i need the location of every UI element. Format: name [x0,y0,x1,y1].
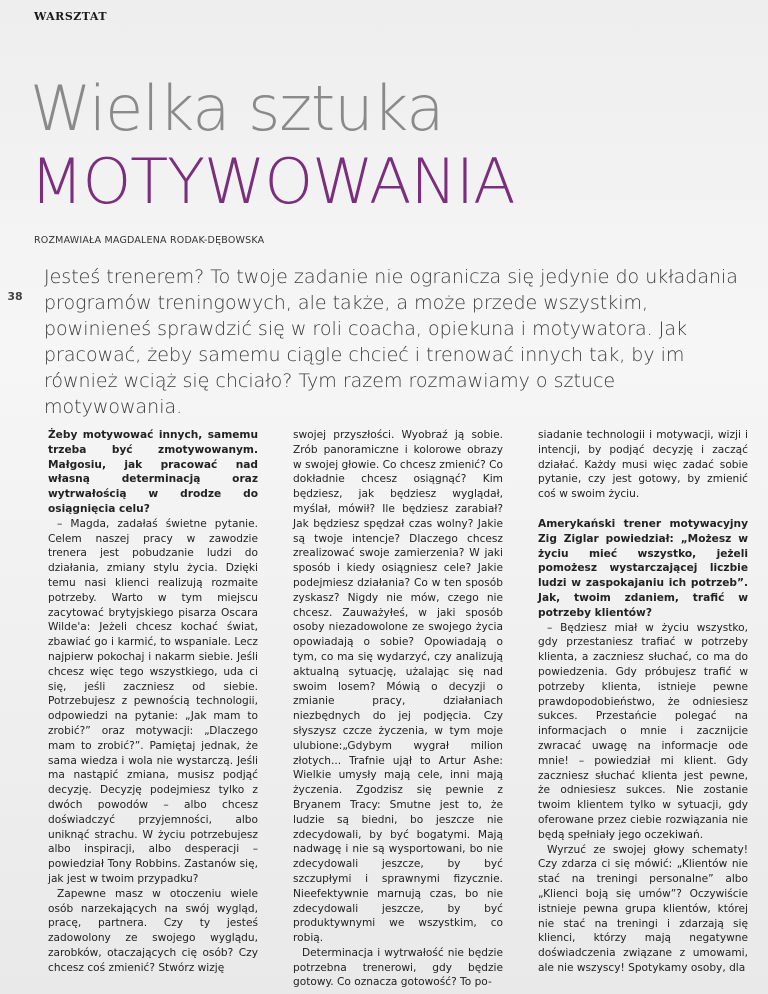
column-3 [538,428,748,990]
answer-paragraph: – Magda, zadałaś świetne pytanie. Celem naszej pracy w zawodzie trenera jest pobudzanie ludzi do działania, zmiany stylu życia. Dzięki temu nasi klienci realizują rozmaite potrzeby. Warto w tym miejscu zacytować brytyjskiego pisarza Oscara Wilde'a: Jeżeli chcesz kochać świat, zbawiać go i karmić, to wspaniale. Lecz najpierw pokochaj i nakarm siebie. Jeśli chcesz więc tego wszystkiego, uda ci się, jeśli zaczniesz od siebie. Potrzebujesz z pewnością technologii, odpowiedzi na pytanie: „Jak mam to zrobić?” oraz motywacji: „Dlaczego mam to zrobić?”. Pamiętaj jednak, że sama wiedza i wola nie wystarczą. Jeśli ma nastąpić zmiana, musisz podjąć decyzję. Decyzję podejmiesz tylko z dwóch powodów – albo chcesz doświadczyć przyjemności, albo uniknąć strachu. W życiu potrzebujesz albo inspiracji, albo desperacji – powiedział Tony Robbins. Zastanów się, jak jest w twoim przypadku? [48,517,258,885]
column-1 [48,428,258,990]
page-number: 38 [7,290,23,303]
interview-question: Amerykański trener motywacyjny Zig Ziglar powiedział: „Możesz w życiu mieć wszystko, jeżeli pomożesz wystarczającej liczbie ludzi w zaspokajaniu ich potrzeb”. Jak, twoim zdaniem, trafić w potrzeby klientów? [538,517,748,619]
article-columns [48,428,748,990]
interview-question: Żeby motywować innych, samemu trzeba być zmotywowanym. Małgosiu, jak pracować nad własną determinacją oraz wytrwałością w drodze do osiągnięcia celu? [48,429,258,515]
answer-paragraph: – Będziesz miał w życiu wszystko, gdy przestaniesz trafiać w potrzeby klienta, a zaczniesz słuchać, co ma do powiedzenia. Gdy próbujesz trafić w potrzeby klienta, istnieje pewne prawdopodobieństwo, że odniesiesz sukces. Przestańcie polegać na informacjach o mnie i zacznijcie zwracać uwagę na informacje ode mnie! – powiedział mi klient. Gdy zaczniesz słuchać klienta jest pewne, że odniesiesz sukces. Nie zostanie twoim klientem tylko w sytuacji, gdy oferowane przez ciebie rozwiązania nie będą spełniały jego oczekiwań. [538,621,748,841]
title-line-1: Wielka sztuka [30,72,444,145]
column-2 [293,428,503,990]
answer-paragraph: Wyrzuć ze swojej głowy schematy! Czy zdarza ci się mówić: „Klientów nie stać na treningi personalne” albo „Klienci boją się umów”? Oczywiście istnieje pewna grupa klientów, której nie stać na treningi i zdarzają się klienci, którzy mają negatywne doświadczenia związane z umowami, ale nie wszyscy! Spotykamy osoby, dla [538,843,748,974]
section-label: WARSZTAT [34,10,108,23]
answer-paragraph: swojej przyszłości. Wyobraź ją sobie. Zrób panoramiczne i kolorowe obrazy w swojej głowie. Co chcesz zmienić? Co dokładnie chcesz osiągnąć? Kim będziesz, jak będziesz wyglądał, myślał, mówił? Ile będziesz zarabiał? Jak będziesz spędzał czas wolny? Jakie są twoje intencje? Dlaczego chcesz zrealizować swoje zamierzenia? W jaki sposób i kiedy osiągniesz cele? Jakie podejmiesz działania? Co w ten sposób zyskasz? Nigdy nie mów, czego nie chcesz. Zauważyłeś, w jaki sposób osoby niezadowolone ze swojego życia opowiadają o sobie? Opowiadają o tym, co ma się wydarzyć, czy analizują aktualną sytuację, użalając się nad swoim losem? Mówią o decyzji o zmianie pracy, działaniach niezbędnych do jej podjęcia. Czy słyszysz czcze życzenia, w tym moje ulubione:„Gdybym wygrał milion złotych... Trafnie ujął to Artur Ashe: Wielkie umysły mają cele, inni mają życzenia. Zgodzisz się pewnie z Bryanem Tracy: Smutne jest to, że ludzie są biedni, bo jeszcze nie zdecydowali, by być bogatymi. Mają nadwagę i nie są wysportowani, bo nie zdecydowali jeszcze, by być szczupłymi i sprawnymi fizycznie. Nieefektywnie marnują czas, bo nie zdecydowali jeszcze, by być produktywnymi we wszystkim, co robią. [293,429,503,945]
answer-paragraph: siadanie technologii i motywacji, wizji i intencji, by podjąć decyzję i zacząć działać. Każdy musi więc zadać sobie pytanie, czy jest gotowy, by zmienić coś w swoim życiu. [538,429,748,501]
answer-paragraph: Determinacja i wytrwałość nie będzie potrzebna trenerowi, gdy będzie gotowy. Co oznacza gotowość? To po- [293,946,503,989]
lead-paragraph: Jesteś trenerem? To twoje zadanie nie ogranicza się jedynie do układania programów treningowych, ale także, a może przede wszystkim, powinieneś sprawdzić się w roli coacha, opiekuna i motywatora. Jak pracować, żeby samemu ciągle chcieć i trenować innych tak, by im również wciąż się chciało? Tym razem rozmawiamy o sztuce motywowania. [44,266,738,418]
title-line-2: MOTYWOWANIA [30,145,515,218]
byline: ROZMAWIAŁA MAGDALENA RODAK-DĘBOWSKA [34,235,265,246]
answer-paragraph: Zapewne masz w otoczeniu wiele osób narzekających na swój wygląd, pracę, partnera. Czy ty jesteś zadowolony ze swojego wyglądu, zarobków, otaczających cię osób? Czy chcesz coś zmienić? Stwórz wizję [48,887,258,974]
